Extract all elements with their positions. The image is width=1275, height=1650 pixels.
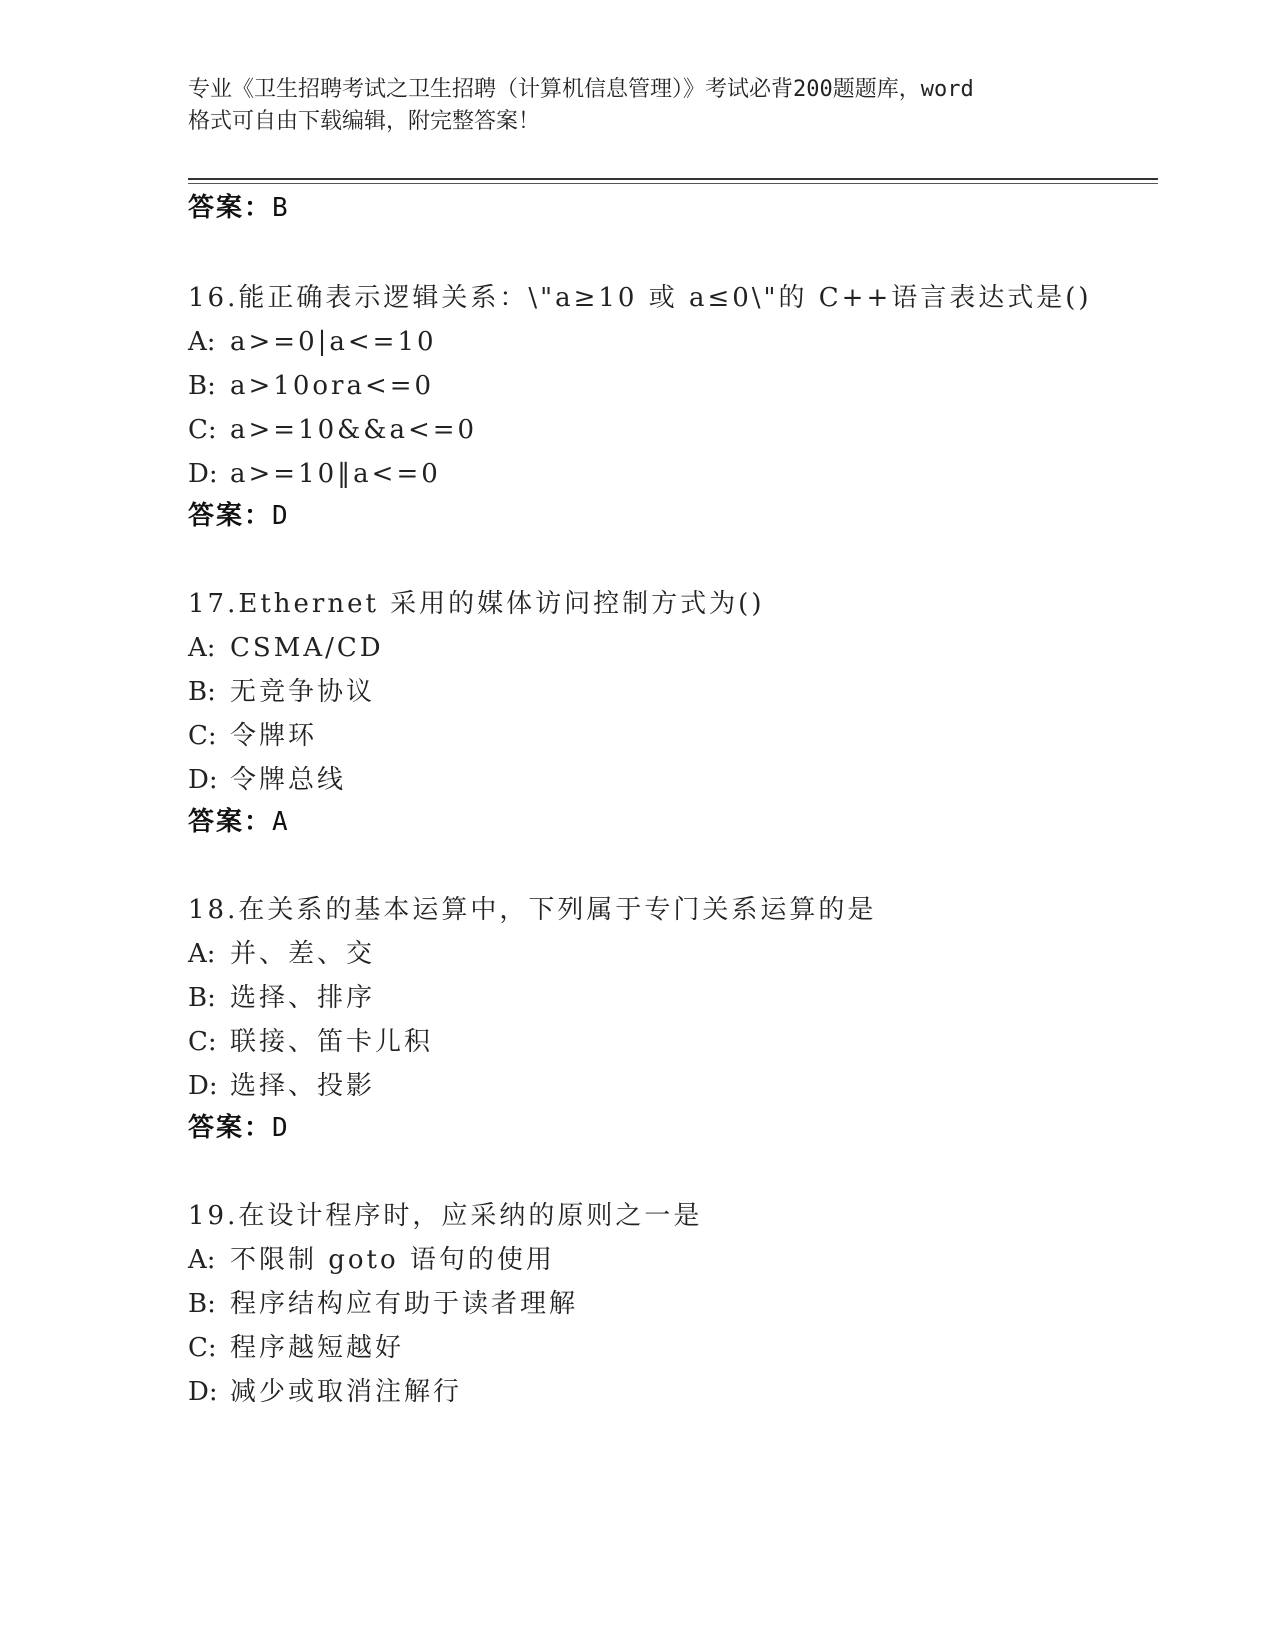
question-16-option-b xyxy=(188,370,434,402)
question-18-option-c xyxy=(188,1026,433,1058)
option-key: A: xyxy=(188,939,216,969)
option-text: 不限制 goto 语句的使用 xyxy=(230,1245,555,1275)
option-text: 选择、投影 xyxy=(230,1071,376,1101)
question-19-option-a xyxy=(188,1244,555,1276)
option-text: a>10ora<=0 xyxy=(230,371,435,401)
question-19-option-c xyxy=(188,1332,404,1364)
option-key: C: xyxy=(188,1027,217,1057)
option-text: a>=10‖a<=0 xyxy=(230,459,441,489)
answer-value: A xyxy=(272,807,288,837)
option-text: a>=10&&a<=0 xyxy=(230,415,478,445)
option-key: D: xyxy=(188,765,218,795)
option-text: 并、差、交 xyxy=(230,939,376,969)
answer-value: B xyxy=(272,193,288,223)
header-line-1: 专业《卫生招聘考试之卫生招聘（计算机信息管理）》考试必背200题题库，word xyxy=(188,77,974,102)
option-key: C: xyxy=(188,1333,217,1363)
question-18-answer xyxy=(188,1112,288,1144)
option-text: 无竞争协议 xyxy=(230,677,376,707)
option-text: 令牌环 xyxy=(230,721,318,751)
option-key: D: xyxy=(188,1071,218,1101)
header-divider-thick xyxy=(188,178,1158,180)
option-key: D: xyxy=(188,459,218,489)
question-17-stem: 17.Ethernet 采用的媒体访问控制方式为() xyxy=(188,589,765,619)
answer-value: D xyxy=(272,1113,288,1143)
option-key: D: xyxy=(188,1377,218,1407)
option-text: 联接、笛卡儿积 xyxy=(230,1027,434,1057)
question-16-option-d xyxy=(188,458,441,490)
question-18-option-d xyxy=(188,1070,375,1102)
option-key: C: xyxy=(188,721,217,751)
question-18-stem: 18.在关系的基本运算中，下列属于专门关系运算的是 xyxy=(188,895,877,925)
option-text: 令牌总线 xyxy=(230,765,347,795)
question-16-stem: 16.能正确表示逻辑关系：\"a≥10 或 a≤0\"的 C++语言表达式是() xyxy=(188,283,1092,313)
option-key: B: xyxy=(188,1289,216,1319)
option-key: A: xyxy=(188,327,216,357)
option-key: A: xyxy=(188,633,216,663)
option-key: A: xyxy=(188,1245,216,1275)
header-divider-thin xyxy=(188,183,1158,184)
answer-value: D xyxy=(272,501,288,531)
option-text: 减少或取消注解行 xyxy=(230,1377,463,1407)
answer-prev xyxy=(188,192,288,224)
option-key: C: xyxy=(188,415,217,445)
answer-label: 答案： xyxy=(188,807,273,837)
question-19-option-d xyxy=(188,1376,462,1408)
option-text: 选择、排序 xyxy=(230,983,376,1013)
question-19-stem: 19.在设计程序时，应采纳的原则之一是 xyxy=(188,1201,703,1231)
option-key: B: xyxy=(188,371,216,401)
option-text: CSMA/CD xyxy=(230,633,384,663)
option-text: a>=0|a<=10 xyxy=(230,327,437,357)
question-18-option-b xyxy=(188,982,375,1014)
question-19-option-b xyxy=(188,1288,578,1320)
question-17-answer xyxy=(188,806,288,838)
question-16-option-a xyxy=(188,326,437,358)
question-17-option-b xyxy=(188,676,375,708)
option-text: 程序结构应有助于读者理解 xyxy=(230,1289,579,1319)
question-17-option-d xyxy=(188,764,346,796)
question-17-option-c xyxy=(188,720,317,752)
answer-label: 答案： xyxy=(188,1113,273,1143)
document-header xyxy=(188,74,1088,138)
option-text: 程序越短越好 xyxy=(230,1333,405,1363)
question-16-answer xyxy=(188,500,288,532)
answer-label: 答案： xyxy=(188,193,273,223)
option-key: B: xyxy=(188,983,216,1013)
header-line-2: 格式可自由下载编辑，附完整答案！ xyxy=(188,109,541,134)
option-key: B: xyxy=(188,677,216,707)
question-18-option-a xyxy=(188,938,375,970)
question-17-option-a xyxy=(188,632,384,664)
question-16-option-c xyxy=(188,414,477,446)
answer-label: 答案： xyxy=(188,501,273,531)
